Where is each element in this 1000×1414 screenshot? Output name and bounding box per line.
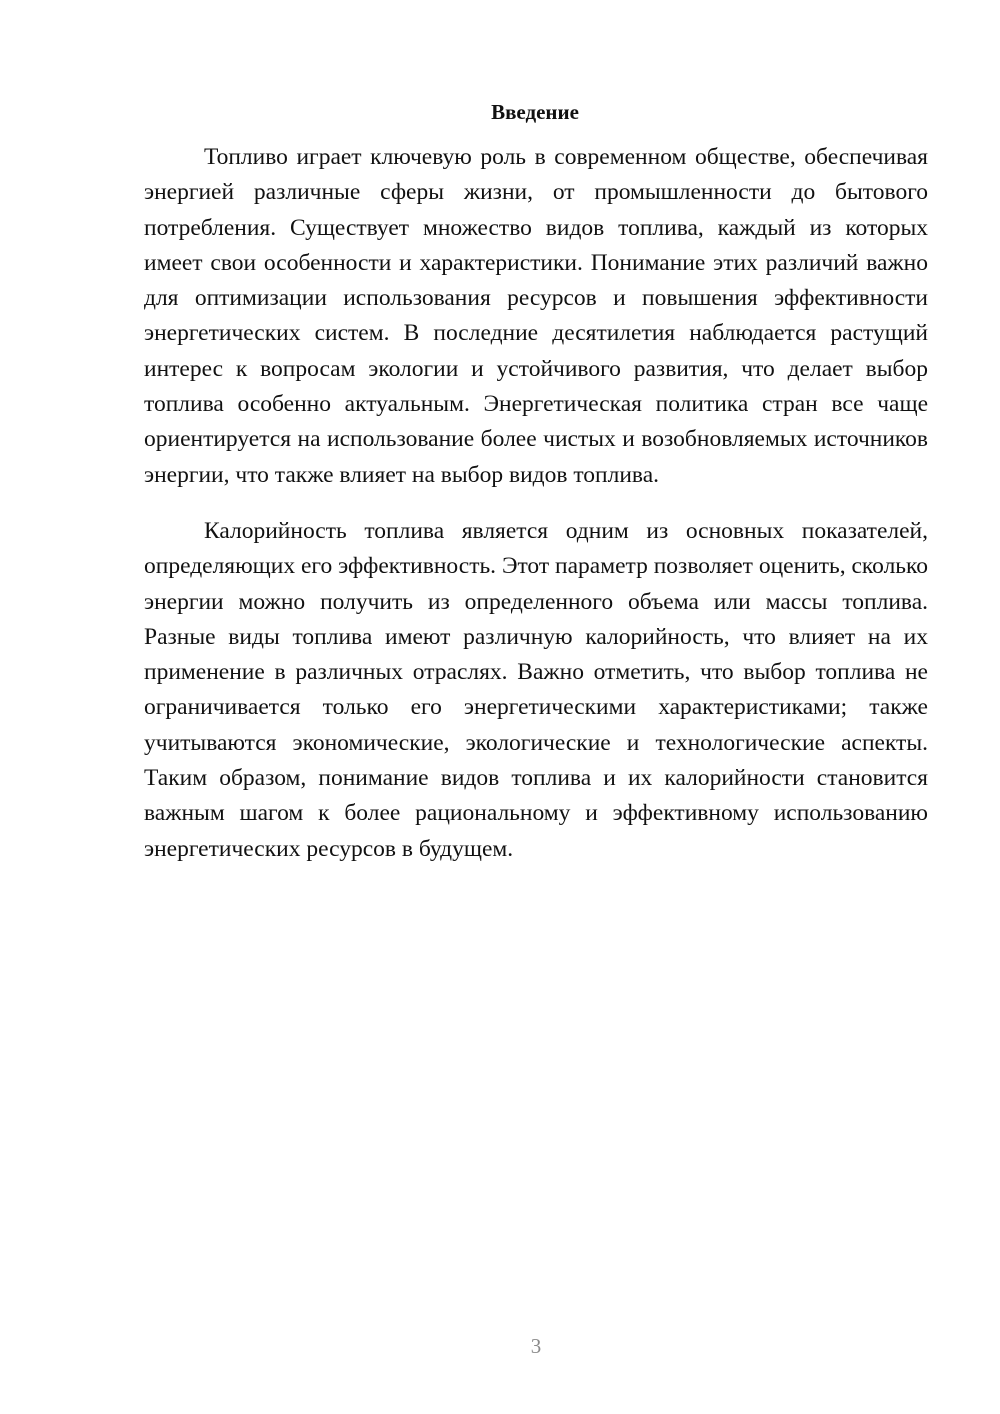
body-text xyxy=(144,140,928,867)
page-number: 3 xyxy=(530,1334,542,1358)
section-heading: Введение xyxy=(491,100,579,124)
paragraph: Калорийность топлива является одним из основных показателей, определяющих его эффективность. Этот параметр позволяет оценить, сколько энергии можно получить из определенного объема или массы топлива. Разные виды топлива имеют различную калорийность, что влияет на их применение в различных отраслях. Важно отметить, что выбор топлива не ограничивается только его энергетическими характеристиками; также учитываются экономические, экологические и технологические аспекты. Таким образом, понимание видов топлива и их калорийности становится важным шагом к более рациональному и эффективному использованию энергетических ресурсов в будущем. xyxy=(144,517,928,862)
paragraph: Топливо играет ключевую роль в современном обществе, обеспечивая энергией различные сферы жизни, от промышленности до бытового потребления. Существует множество видов топлива, каждый из которых имеет свои особенности и характеристики. Понимание этих различий важно для оптимизации использования ресурсов и повышения эффективности энергетических систем. В последние десятилетия наблюдается растущий интерес к вопросам экологии и устойчивого развития, что делает выбор топлива особенно актуальным. Энергетическая политика стран все чаще ориентируется на использование более чистых и возобновляемых источников энергии, что также влияет на выбор видов топлива. xyxy=(144,144,928,488)
